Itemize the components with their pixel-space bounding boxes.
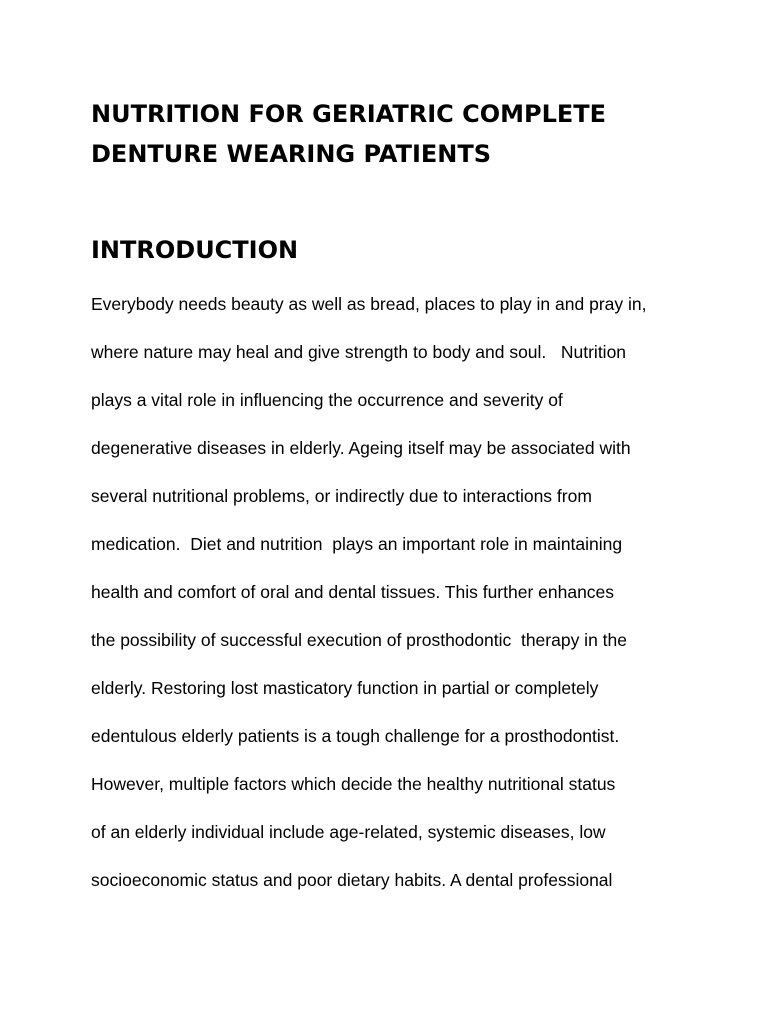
body-line: where nature may heal and give strength to body and soul. Nutrition (91, 342, 627, 362)
body-line: several nutritional problems, or indirectly due to interactions from (91, 486, 592, 506)
body-line: Everybody needs beauty as well as bread, places to play in and pray in, (91, 294, 647, 314)
body-line: edentulous elderly patients is a tough challenge for a prosthodontist. (91, 726, 620, 746)
body-line: socioeconomic status and poor dietary habits. A dental professional (91, 870, 613, 890)
body-line: of an elderly individual include age-related, systemic diseases, low (91, 822, 606, 842)
body-line: degenerative diseases in elderly. Ageing itself may be associated with (91, 438, 631, 458)
title-line: NUTRITION FOR GERIATRIC COMPLETE (91, 100, 607, 128)
body-line: plays a vital role in influencing the occurrence and severity of (91, 390, 563, 410)
body-line: elderly. Restoring lost masticatory function in partial or completely (91, 678, 599, 698)
document-title (91, 94, 606, 174)
title-line: DENTURE WEARING PATIENTS (91, 140, 492, 168)
section-heading: INTRODUCTION (91, 236, 299, 264)
body-line: health and comfort of oral and dental tissues. This further enhances (91, 582, 615, 602)
body-paragraph (91, 280, 646, 904)
body-line: medication. Diet and nutrition plays an important role in maintaining (91, 534, 623, 554)
body-line: However, multiple factors which decide the healthy nutritional status (91, 774, 616, 794)
body-line: the possibility of successful execution of prosthodontic therapy in the (91, 630, 627, 650)
